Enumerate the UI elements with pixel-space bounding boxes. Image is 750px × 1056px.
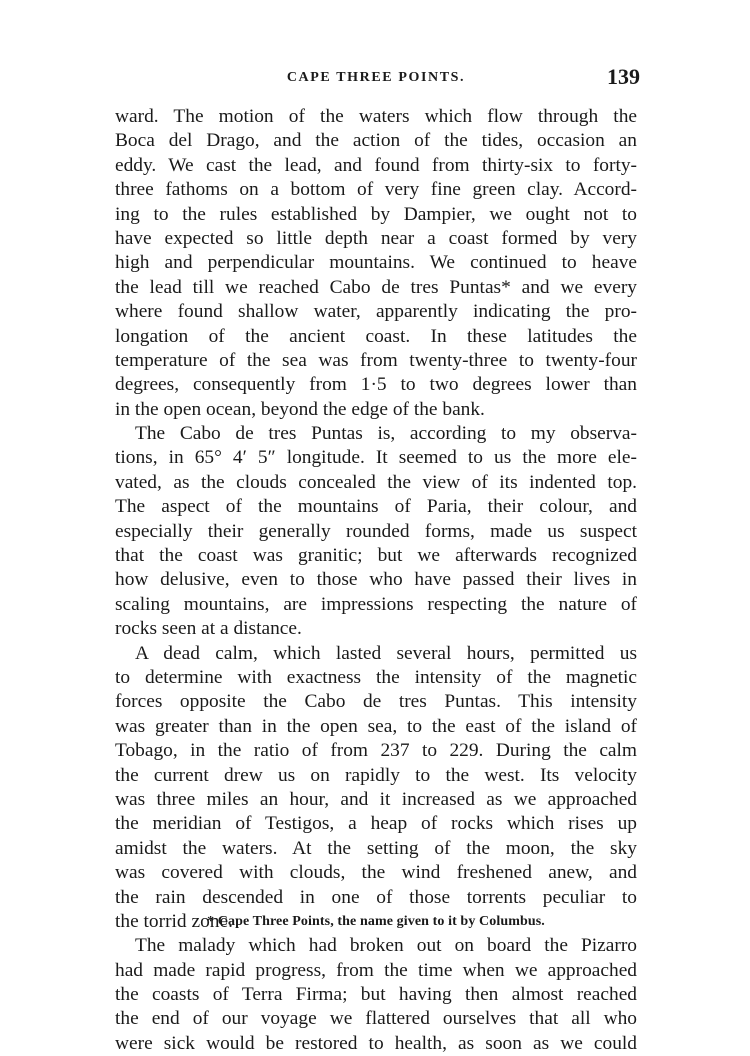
paragraph [115,934,637,1056]
text-line: had made rapid progress, from the time when we approached [115,959,637,981]
text-line: the rain descended in one of those torrents peculiar to [115,886,637,908]
page-number: 139 [607,64,640,89]
text-line: rocks seen at a distance. [115,618,302,640]
text-line: the current drew us on rapidly to the west. Its velocity [115,764,637,786]
text-line: temperature of the sea was from twenty-three to twenty-four [115,349,637,371]
text-line: The malady which had broken out on board the Pizarro [135,935,637,957]
text-line: ward. The motion of the waters which flow through the [115,106,637,127]
text-line: the meridian of Testigos, a heap of rocks which rises up [115,813,637,835]
text-line: that the coast was granitic; but we afterwards recognized [115,545,637,567]
text-line: three fathoms on a bottom of very fine green clay. Accord- [115,179,637,201]
paragraph [115,642,637,935]
text-line: in the open ocean, beyond the edge of the bank. [115,398,485,420]
text-line: how delusive, even to those who have passed their lives in [115,569,637,591]
text-line: The aspect of the mountains of Paria, their colour, and [115,496,637,518]
text-line: ing to the rules established by Dampier, we ought not to [115,203,637,225]
text-line: scaling mountains, are impressions respecting the nature of [115,593,637,615]
text-line: high and perpendicular mountains. We continued to heave [115,252,637,274]
paragraph [115,105,637,422]
text-line: forces opposite the Cabo de tres Puntas. This intensity [115,691,637,713]
text-line: the lead till we reached Cabo de tres Puntas* and we every [115,276,637,298]
text-line: to determine with exactness the intensity of the magnetic [115,666,637,688]
text-line: especially their generally rounded forms, made us suspect [115,520,637,542]
text-line: The Cabo de tres Puntas is, according to my observa- [135,423,637,445]
text-line: Tobago, in the ratio of from 237 to 229. During the calm [115,740,637,762]
text-line: the torrid zone. [115,910,233,932]
text-line: were sick would be restored to health, as soon as we could [115,1032,637,1054]
text-line: the coasts of Terra Firma; but having then almost reached [115,984,637,1006]
text-line: degrees, consequently from 1·5 to two degrees lower than [115,374,637,396]
text-line: tions, in 65° 4′ 5″ longitude. It seemed to us the more ele- [115,447,637,469]
text-line: was covered with clouds, the wind freshened anew, and [115,862,637,884]
paragraph [115,422,637,642]
text-line: eddy. We cast the lead, and found from thirty-six to forty- [115,154,637,176]
text-line: longation of the ancient coast. In these latitudes the [115,325,637,347]
text-line: have expected so little depth near a coast formed by very [115,227,637,249]
running-head [112,64,640,94]
running-title: CAPE THREE POINTS. [286,70,466,85]
text-line: was greater than in the open sea, to the east of the island of [115,715,637,737]
text-line: amidst the waters. At the setting of the moon, the sky [115,837,637,859]
text-line: the end of our voyage we flattered ourselves that all who [115,1008,637,1030]
text-line: A dead calm, which lasted several hours, permitted us [135,642,637,664]
text-line: where found shallow water, apparently indicating the pro- [115,301,637,323]
text-line: Boca del Drago, and the action of the tides, occasion an [115,130,637,152]
text-line: was three miles an hour, and it increased as we approached [115,788,637,810]
footnote: * Cape Three Points, the name given to it by Columbus. [207,914,545,929]
text-line: vated, as the clouds concealed the view of its indented top. [115,471,637,493]
